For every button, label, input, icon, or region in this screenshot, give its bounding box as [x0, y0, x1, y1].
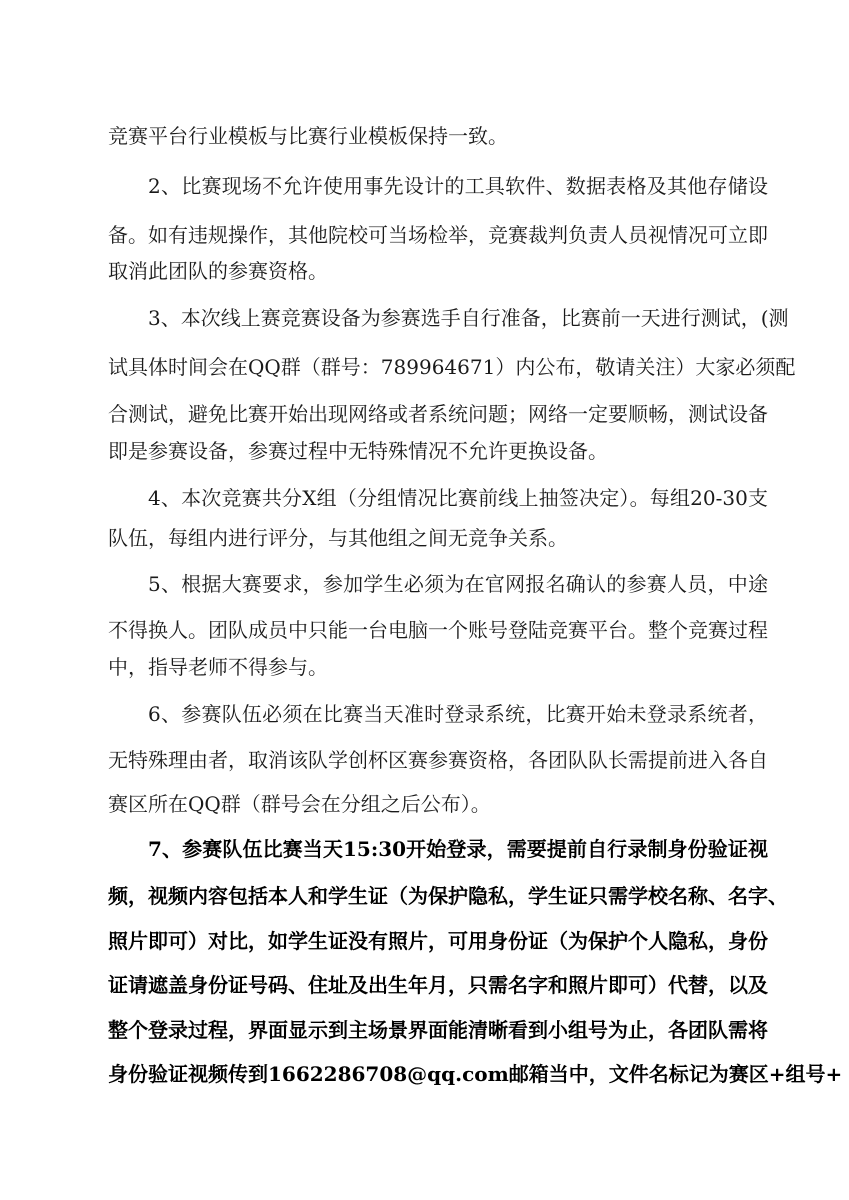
text-line: 备。如有违规操作，其他院校可当场检举，竞赛裁判负责人员视情况可立即	[108, 223, 768, 247]
text-line: 竞赛平台行业模板与比赛行业模板保持一致。	[108, 124, 508, 148]
text-line: 不得换人。团队成员中只能一台电脑一个账号登陆竞赛平台。整个竞赛过程	[108, 618, 768, 642]
text-line: 赛区所在QQ群（群号会在分组之后公布）。	[108, 792, 491, 816]
text-line: 照片即可）对比，如学生证没有照片，可用身份证（为保护个人隐私，身份	[108, 929, 768, 953]
text-line: 7、参赛队伍比赛当天15:30开始登录，需要提前自行录制身份验证视	[148, 837, 768, 861]
text-line: 合测试，避免比赛开始出现网络或者系统问题；网络一定要顺畅，测试设备	[108, 402, 768, 426]
text-line: 取消此团队的参赛资格。	[108, 259, 328, 283]
text-line: 队伍，每组内进行评分，与其他组之间无竞争关系。	[108, 526, 568, 550]
text-line: 无特殊理由者，取消该队学创杯区赛参赛资格，各团队队长需提前进入各自	[108, 748, 768, 772]
text-line: 中，指导老师不得参与。	[108, 655, 328, 679]
text-line: 4、本次竞赛共分X组（分组情况比赛前线上抽签决定）。每组20-30支	[148, 486, 768, 510]
text-line: 即是参赛设备，参赛过程中无特殊情况不允许更换设备。	[108, 439, 608, 463]
text-line: 2、比赛现场不允许使用事先设计的工具软件、数据表格及其他存储设	[148, 174, 768, 198]
text-line: 身份验证视频传到1662286708@qq.com邮箱当中，文件名标记为赛区+组号+	[108, 1062, 843, 1086]
text-line: 频，视频内容包括本人和学生证（为保护隐私，学生证只需学校名称、名字、	[108, 884, 788, 908]
text-line: 3、本次线上赛竞赛设备为参赛选手自行准备，比赛前一天进行测试，(测	[148, 306, 789, 330]
text-line: 5、根据大赛要求，参加学生必须为在官网报名确认的参赛人员，中途	[148, 572, 768, 596]
text-line: 试具体时间会在QQ群（群号：789964671）内公布，敬请关注）大家必须配	[108, 355, 796, 379]
text-line: 6、参赛队伍必须在比赛当天准时登录系统，比赛开始未登录系统者，	[148, 702, 768, 726]
text-line: 证请遮盖身份证号码、住址及出生年月，只需名字和照片即可）代替，以及	[108, 973, 768, 997]
text-line: 整个登录过程，界面显示到主场景界面能清晰看到小组号为止，各团队需将	[108, 1018, 768, 1042]
